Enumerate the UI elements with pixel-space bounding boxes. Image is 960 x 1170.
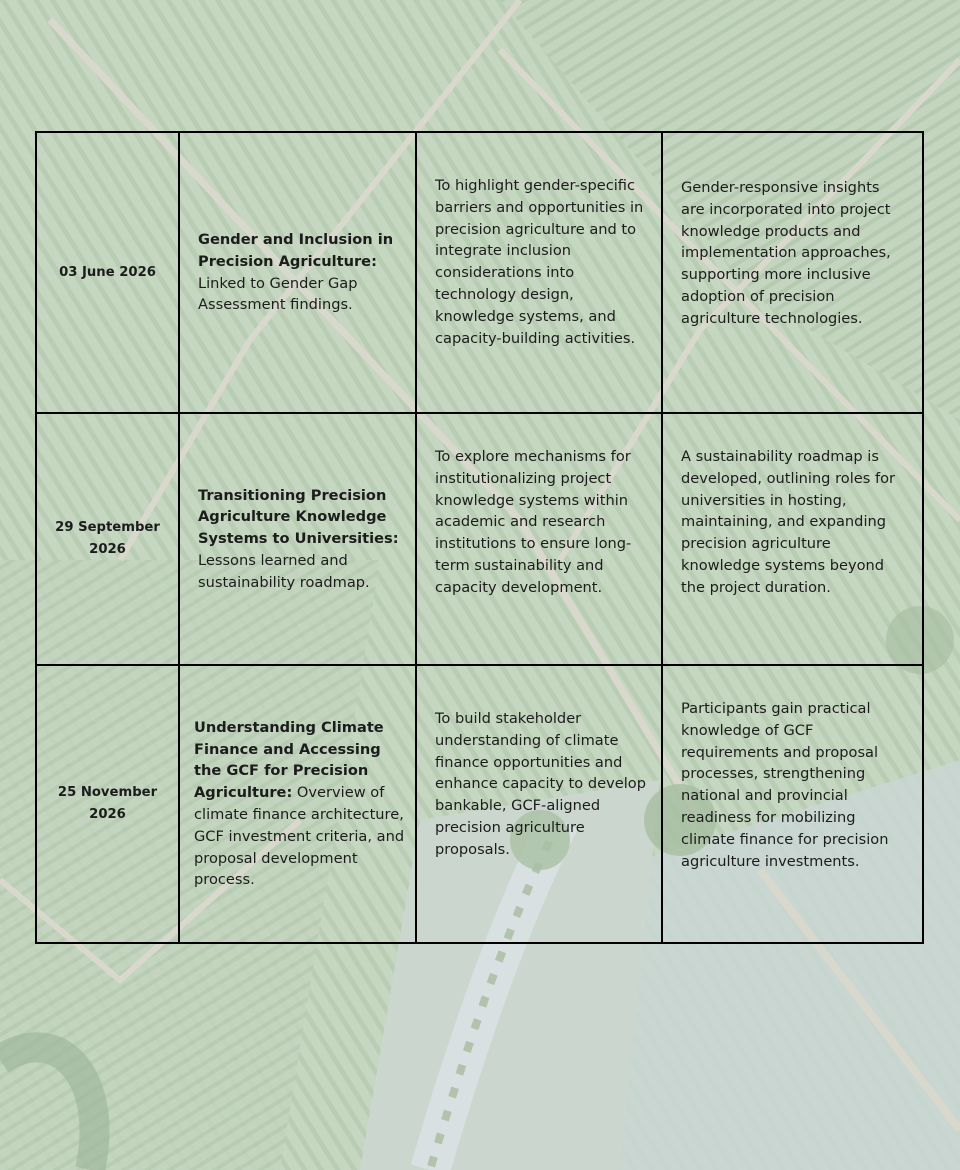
session-date: 03 June 2026 bbox=[36, 132, 179, 413]
topic-title: Transitioning Precision Agriculture Knowledge Systems to Universities: bbox=[198, 486, 399, 548]
session-date: 29 September 2026 bbox=[36, 413, 179, 665]
topic-description: Linked to Gender Gap Assessment findings. bbox=[198, 274, 358, 314]
session-topic bbox=[179, 665, 416, 943]
table-row bbox=[36, 413, 923, 665]
topic-title: Understanding Climate Finance and Accessing the GCF for Precision Agriculture: bbox=[194, 718, 384, 802]
topic-description: Lessons learned and sustainability roadmap. bbox=[198, 551, 370, 591]
session-objective: To highlight gender-specific barriers and opportunities in precision agriculture and to integrate inclusion considerations into technology design, knowledge systems, and capacity-building activities. bbox=[416, 132, 662, 413]
session-topic bbox=[179, 413, 416, 665]
table-row bbox=[36, 665, 923, 943]
table-row bbox=[36, 132, 923, 413]
session-outcome: Participants gain practical knowledge of GCF requirements and proposal processes, strengthening national and provincial readiness for mobilizing climate finance for precision agriculture investments. bbox=[662, 665, 923, 943]
session-objective: To explore mechanisms for institutionalizing project knowledge systems within academic and research institutions to ensure long-term sustainability and capacity development. bbox=[416, 413, 662, 665]
session-topic bbox=[179, 132, 416, 413]
session-objective: To build stakeholder understanding of climate finance opportunities and enhance capacity to develop bankable, GCF-aligned precision agriculture proposals. bbox=[416, 665, 662, 943]
topic-description: Overview of climate finance architecture, GCF investment criteria, and proposal development process. bbox=[194, 784, 405, 889]
session-date: 25 November 2026 bbox=[36, 665, 179, 943]
training-schedule-table bbox=[35, 131, 924, 944]
session-outcome: A sustainability roadmap is developed, outlining roles for universities in hosting, maintaining, and expanding precision agriculture knowledge systems beyond the project duration. bbox=[662, 413, 923, 665]
topic-title: Gender and Inclusion in Precision Agriculture: bbox=[198, 230, 394, 270]
session-outcome: Gender-responsive insights are incorporated into project knowledge products and implementation approaches, supporting more inclusive adoption of precision agriculture technologies. bbox=[662, 132, 923, 413]
